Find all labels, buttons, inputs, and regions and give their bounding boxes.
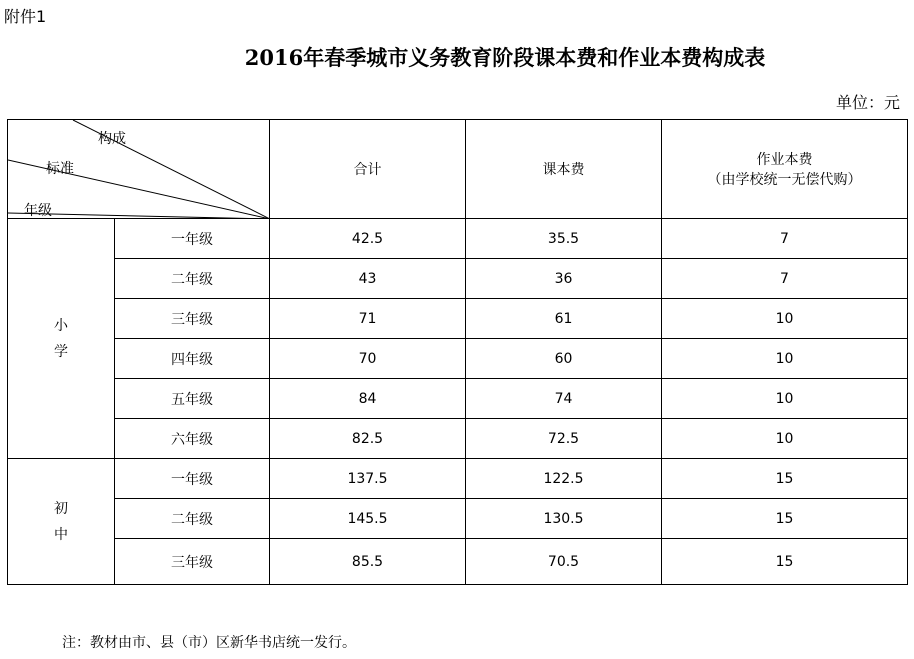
footnote: 注：教材由市、县（市）区新华书店统一发行。 [62, 635, 356, 651]
textbook-cell: 72.5 [466, 419, 662, 459]
table-row [8, 459, 908, 499]
diagonal-header-cell [8, 120, 270, 219]
textbook-cell: 74 [466, 379, 662, 419]
table-row [8, 259, 908, 299]
workbook-cell: 15 [662, 499, 908, 539]
workbook-cell: 7 [662, 259, 908, 299]
total-cell: 82.5 [270, 419, 466, 459]
grade-cell: 五年级 [115, 379, 270, 419]
header-grade: 年级 [24, 203, 52, 219]
total-cell: 71 [270, 299, 466, 339]
workbook-cell: 15 [662, 459, 908, 499]
workbook-cell: 10 [662, 379, 908, 419]
workbook-cell: 7 [662, 219, 908, 259]
group-primary-char-2: 学 [54, 343, 68, 360]
group-primary-char-1: 小 [54, 317, 68, 334]
total-cell: 137.5 [270, 459, 466, 499]
group-junior-char-2: 中 [54, 526, 68, 543]
textbook-cell: 36 [466, 259, 662, 299]
workbook-cell: 10 [662, 419, 908, 459]
textbook-cell: 35.5 [466, 219, 662, 259]
header-workbook [662, 120, 908, 219]
grade-cell: 二年级 [115, 259, 270, 299]
textbook-cell: 70.5 [466, 539, 662, 585]
textbook-cell: 61 [466, 299, 662, 339]
group-junior [8, 459, 115, 585]
total-cell: 84 [270, 379, 466, 419]
table-row [8, 339, 908, 379]
header-workbook-note: （由学校统一无偿代购） [707, 172, 862, 188]
workbook-cell: 10 [662, 339, 908, 379]
unit-label: 单位：元 [835, 93, 900, 112]
table-row [8, 499, 908, 539]
grade-cell: 一年级 [115, 219, 270, 259]
table-row [8, 539, 908, 585]
header-composition: 构成 [98, 131, 126, 147]
header-standard: 标准 [46, 161, 74, 177]
group-primary [8, 219, 115, 459]
workbook-cell: 10 [662, 299, 908, 339]
fee-table [7, 119, 908, 585]
grade-cell: 三年级 [115, 539, 270, 585]
grade-cell: 四年级 [115, 339, 270, 379]
header-total: 合计 [270, 120, 466, 219]
group-junior-char-1: 初 [54, 500, 68, 517]
attachment-label: 附件1 [4, 7, 47, 26]
grade-cell: 一年级 [115, 459, 270, 499]
total-cell: 42.5 [270, 219, 466, 259]
page-title: 2016年春季城市义务教育阶段课本费和作业本费构成表 [244, 45, 766, 70]
grade-cell: 三年级 [115, 299, 270, 339]
workbook-cell: 15 [662, 539, 908, 585]
grade-cell: 二年级 [115, 499, 270, 539]
total-cell: 85.5 [270, 539, 466, 585]
textbook-cell: 122.5 [466, 459, 662, 499]
table-row [8, 419, 908, 459]
header-row [8, 120, 908, 219]
textbook-cell: 60 [466, 339, 662, 379]
header-textbook: 课本费 [466, 120, 662, 219]
total-cell: 145.5 [270, 499, 466, 539]
table-row [8, 219, 908, 259]
total-cell: 43 [270, 259, 466, 299]
textbook-cell: 130.5 [466, 499, 662, 539]
table-row [8, 379, 908, 419]
header-workbook-label: 作业本费 [756, 152, 813, 168]
table-row [8, 299, 908, 339]
grade-cell: 六年级 [115, 419, 270, 459]
total-cell: 70 [270, 339, 466, 379]
